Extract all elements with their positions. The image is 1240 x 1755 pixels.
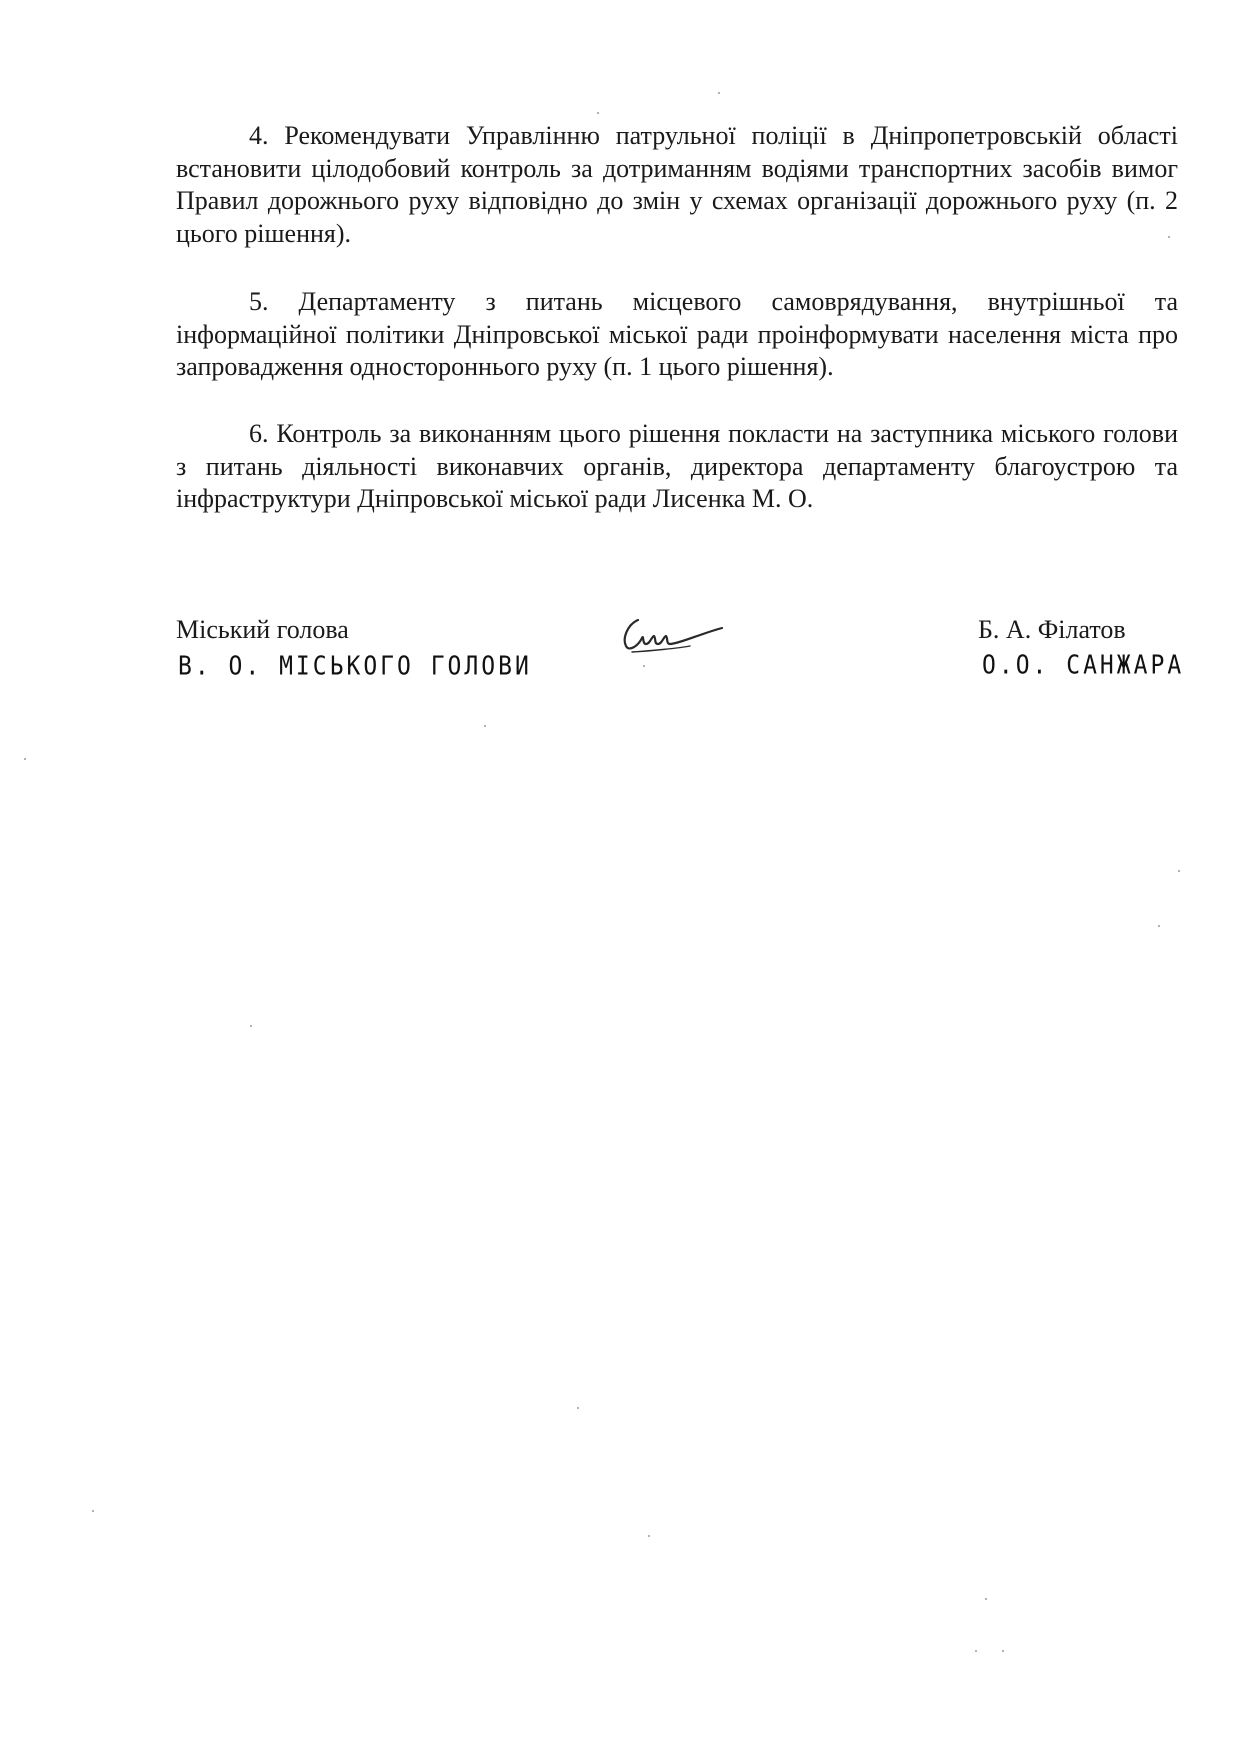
- scan-speck: [484, 725, 486, 727]
- paragraph-4: 4. Рекомендувати Управлінню патрульної поліції в Дніпропетровській області встановити цілодобовий контроль за дотриманням водіями транспортних засобів вимог Правил дорожнього руху відповідно до змін у схемах організації дорожнього руху (п. 2 цього рішення).: [176, 121, 1178, 248]
- scan-speck: [24, 758, 26, 760]
- scan-speck: [985, 1598, 987, 1600]
- acting-mayor-name-stamp: О.О. САНЖАРА: [982, 651, 1185, 681]
- scan-speck: [1158, 925, 1160, 927]
- scan-speck: [643, 665, 645, 667]
- scan-speck: [597, 112, 599, 114]
- handwritten-signature: [620, 608, 730, 658]
- paragraph-6: 6. Контроль за виконанням цього рішення покласти на заступника міського голови з питань діяльності виконавчих органів, директора департаменту благоустрою та інфраструктури Дніпровської міської ради Лисенка М. О.: [176, 419, 1178, 513]
- position-title: Міський голова: [176, 615, 349, 644]
- scan-speck: [1178, 870, 1180, 872]
- scan-speck: [718, 92, 720, 94]
- scan-speck: [1168, 236, 1170, 238]
- scan-speck: [975, 1650, 977, 1652]
- scan-speck: [1002, 1650, 1004, 1652]
- scan-speck: [92, 1510, 94, 1512]
- acting-mayor-stamp: В. О. МІСЬКОГО ГОЛОВИ: [178, 652, 532, 682]
- scan-speck: [648, 1535, 650, 1537]
- paragraph-5: 5. Департаменту з питань місцевого самоврядування, внутрішньої та інформаційної політики Дніпровської міської ради проінформувати населення міста про запровадження одностороннього руху (п. 1 цього рішення).: [176, 287, 1178, 381]
- signatory-name: Б. А. Філатов: [978, 615, 1126, 644]
- scan-speck: [577, 1407, 579, 1409]
- scan-speck: [250, 1025, 252, 1027]
